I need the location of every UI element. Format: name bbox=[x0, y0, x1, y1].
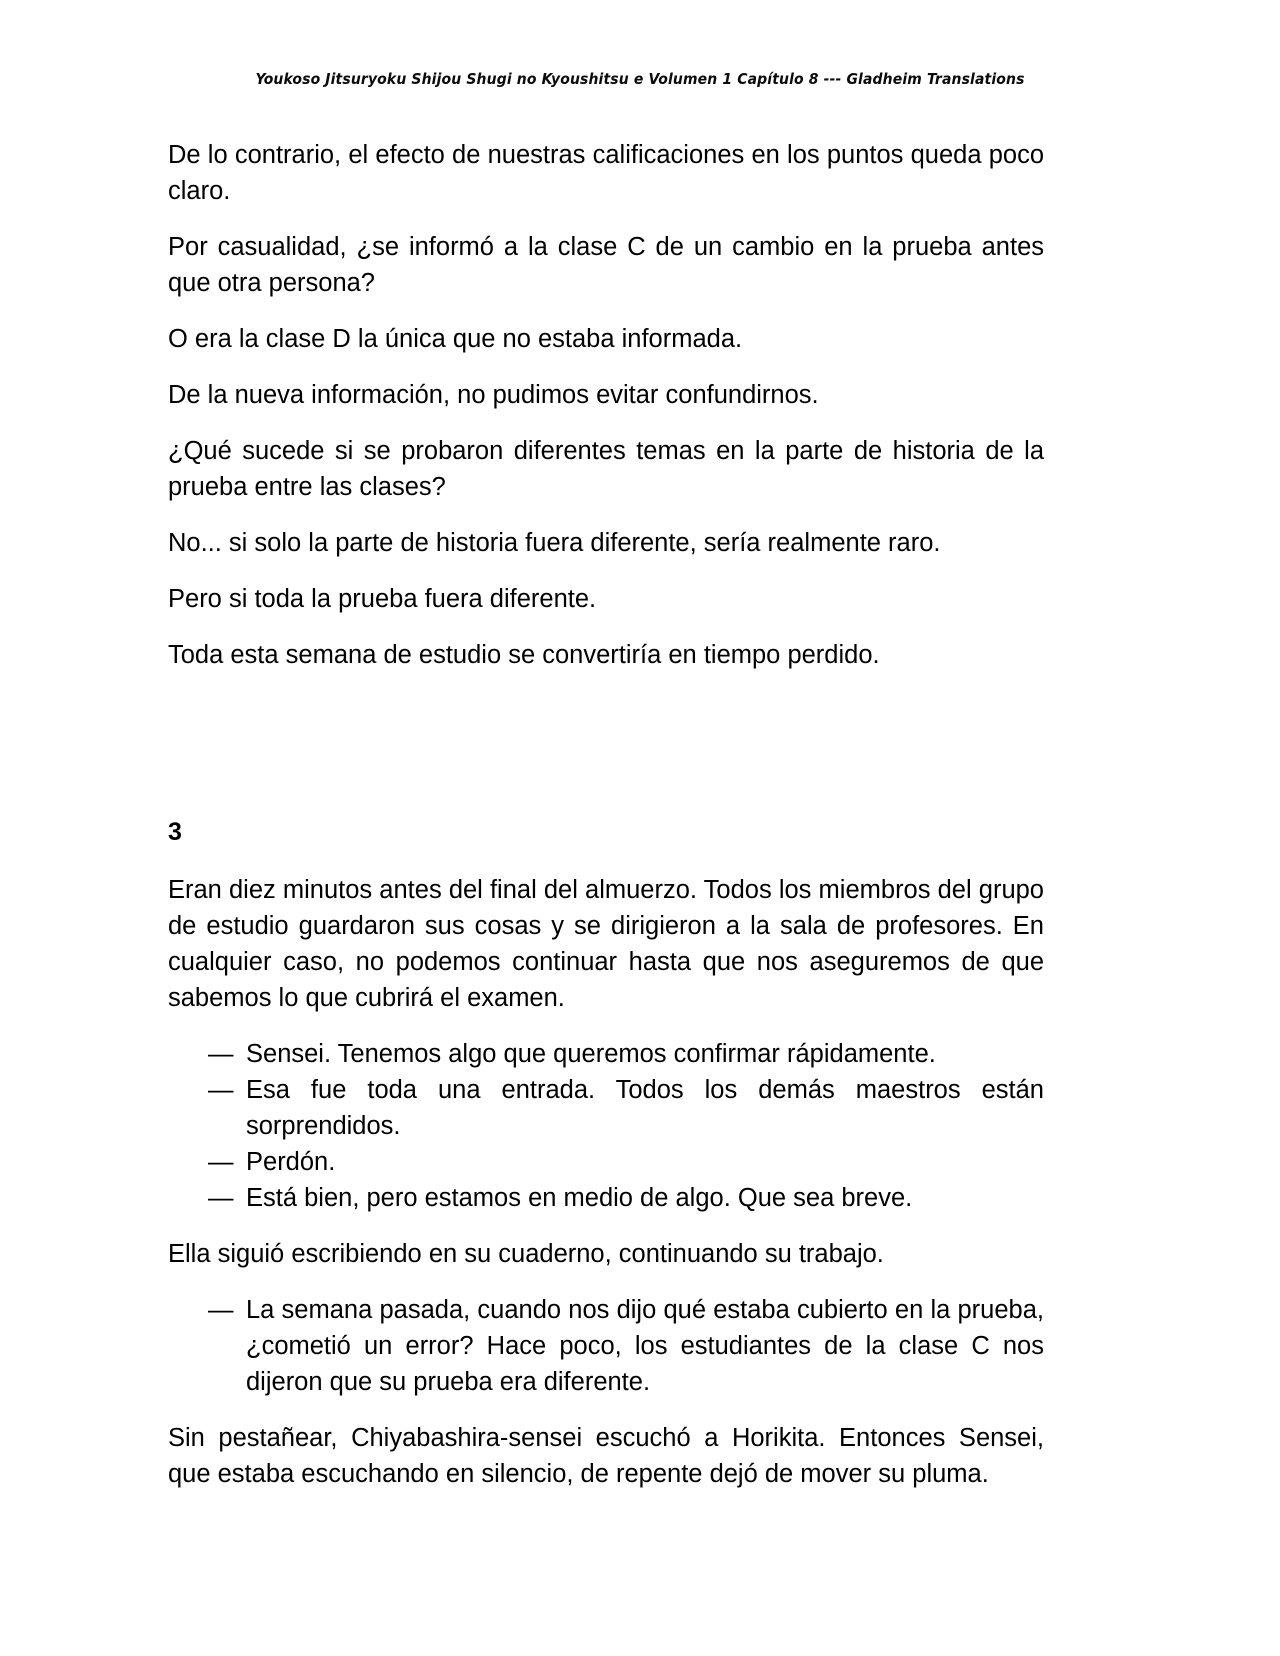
running-head: Youkoso Jitsuryoku Shijou Shugi no Kyoushitsu e Volumen 1 Capítulo 8 --- Gladheim Translations bbox=[255, 70, 1025, 88]
paragraph: No... si solo la parte de historia fuera diferente, sería realmente raro. bbox=[168, 529, 941, 557]
section-spacer bbox=[168, 693, 1044, 816]
paragraph: Pero si toda la prueba fuera diferente. bbox=[168, 585, 597, 613]
list-item bbox=[208, 1036, 1044, 1072]
list-item bbox=[208, 1144, 1044, 1180]
em-dash-icon: — bbox=[208, 1296, 234, 1324]
dialogue-text: Está bien, pero estamos en medio de algo. Que sea breve. bbox=[246, 1184, 913, 1212]
dialogue-text: Esa fue toda una entrada. Todos los demás maestros están sorprendidos. bbox=[246, 1076, 1044, 1140]
dialogue-list-two bbox=[168, 1292, 1044, 1400]
paragraph: Toda esta semana de estudio se convertiría en tiempo perdido. bbox=[168, 641, 880, 669]
dialogue-text: Perdón. bbox=[246, 1148, 336, 1176]
paragraph: Ella siguió escribiendo en su cuaderno, continuando su trabajo. bbox=[168, 1240, 884, 1268]
paragraph: De lo contrario, el efecto de nuestras calificaciones en los puntos queda poco claro. bbox=[168, 141, 1044, 205]
list-item bbox=[208, 1292, 1044, 1400]
dialogue-text: La semana pasada, cuando nos dijo qué estaba cubierto en la prueba, ¿cometió un error? Hace poco, los estudiantes de la clase C nos dijeron que su prueba era diferente. bbox=[246, 1296, 1044, 1396]
dialogue-text: Sensei. Tenemos algo que queremos confirmar rápidamente. bbox=[246, 1040, 936, 1068]
section-number-heading: 3 bbox=[168, 818, 183, 846]
dialogue-list-one bbox=[168, 1036, 1044, 1216]
list-item bbox=[208, 1072, 1044, 1144]
em-dash-icon: — bbox=[208, 1148, 234, 1176]
page-content bbox=[168, 137, 1044, 1512]
paragraph: Sin pestañear, Chiyabashira-sensei escuchó a Horikita. Entonces Sensei, que estaba escuchando en silencio, de repente dejó de mover su pluma. bbox=[168, 1424, 1044, 1488]
paragraph: Eran diez minutos antes del final del almuerzo. Todos los miembros del grupo de estudio guardaron sus cosas y se dirigieron a la sala de profesores. En cualquier caso, no podemos continuar hasta que nos aseguremos de que sabemos lo que cubrirá el examen. bbox=[168, 876, 1044, 1012]
paragraph: ¿Qué sucede si se probaron diferentes temas en la parte de historia de la prueba entre las clases? bbox=[168, 437, 1044, 501]
paragraph: Por casualidad, ¿se informó a la clase C de un cambio en la prueba antes que otra persona? bbox=[168, 233, 1044, 297]
em-dash-icon: — bbox=[208, 1040, 234, 1068]
heading-spacer bbox=[168, 848, 1044, 872]
em-dash-icon: — bbox=[208, 1076, 234, 1104]
paragraph: O era la clase D la única que no estaba informada. bbox=[168, 325, 743, 353]
paragraph: De la nueva información, no pudimos evitar confundirnos. bbox=[168, 381, 819, 409]
em-dash-icon: — bbox=[208, 1184, 234, 1212]
list-item bbox=[208, 1180, 1044, 1216]
